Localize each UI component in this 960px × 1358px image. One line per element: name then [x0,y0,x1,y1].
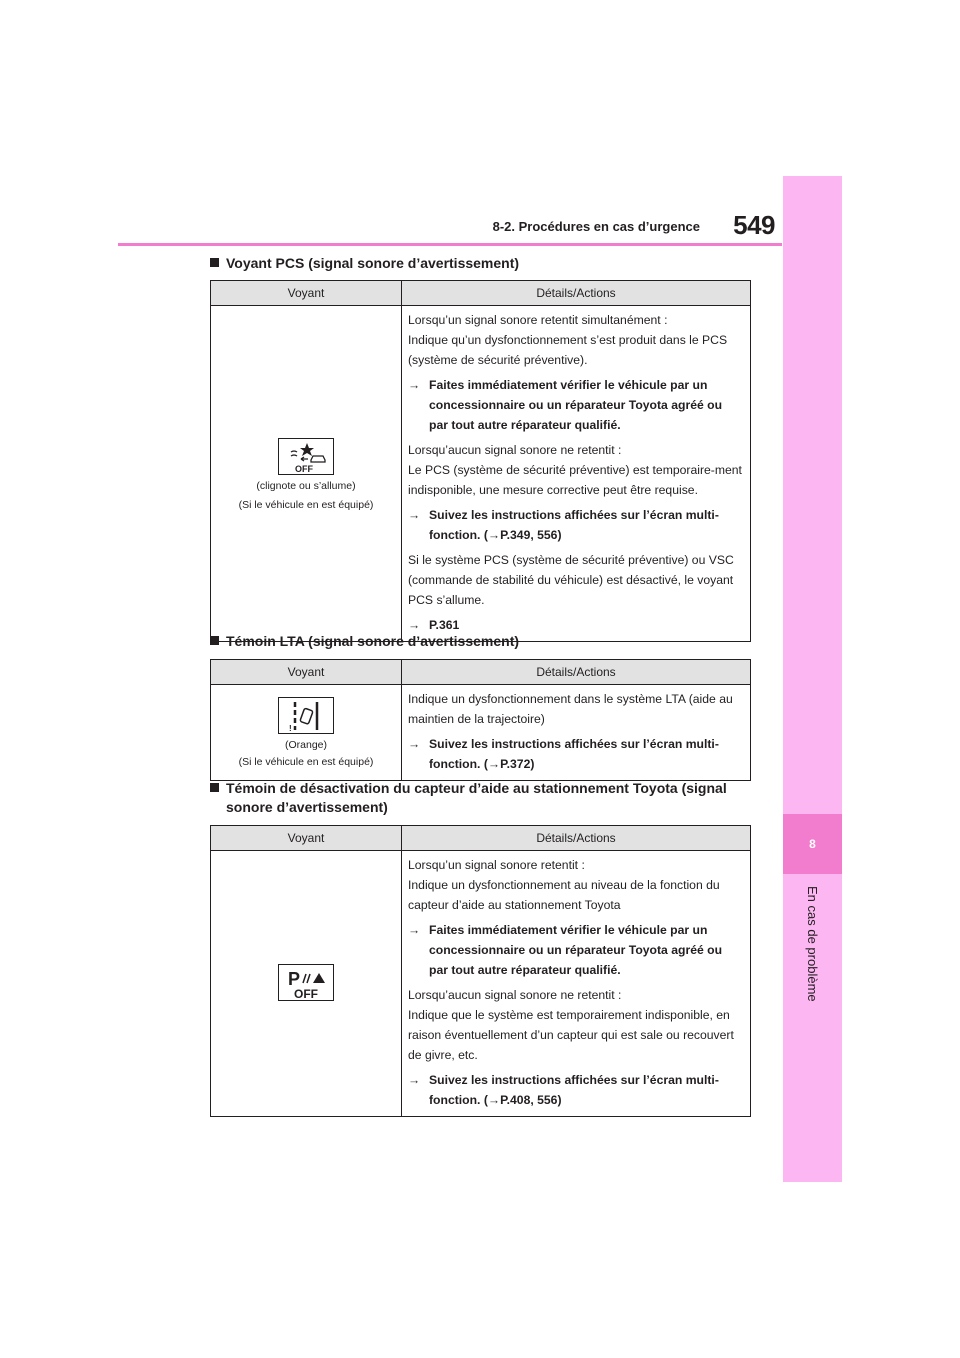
svg-text:OFF: OFF [295,463,313,474]
square-bullet-icon [210,783,219,792]
section-heading-lta: Témoin LTA (signal sonore d’avertissement) [210,632,755,651]
svg-text:OFF: OFF [294,986,318,1000]
arrow-icon: → [408,737,421,751]
column-header-voyant: Voyant [211,281,402,306]
square-bullet-icon [210,258,219,267]
lta-warning-icon [278,697,334,734]
detail-text: Le PCS (système de sécurité préventive) est temporaire-ment indisponible, une mesure corrective peut être requise. [408,463,742,497]
chapter-number-tab[interactable]: 8 [783,814,842,874]
detail-text: Indique un dysfonctionnement dans le système LTA (aide au maintien de la trajectoire) [408,692,733,726]
detail-text: Lorsqu’un signal sonore retentit simultanément : [408,313,668,327]
column-header-details: Détails/Actions [402,826,751,851]
column-header-voyant: Voyant [211,660,402,685]
lta-warning-table [210,659,751,781]
arrow-icon: → [408,923,421,937]
arrow-icon: → [408,1073,421,1087]
icon-cell [211,851,402,1117]
action-item: → Faites immédiatement vérifier le véhicule par un concessionnaire ou un réparateur Toyota agréé ou par tout autre réparateur qualifié. [408,375,744,435]
detail-text: Indique qu’un dysfonctionnement s’est produit dans le PCS (système de sécurité préventive). [408,333,728,367]
detail-text: Lorsqu’aucun signal sonore ne retentit : [408,443,622,457]
action-item: → Suivez les instructions affichées sur l’écran multi-fonction. (→P.372) [408,734,744,774]
icon-caption: (Si le véhicule en est équipé) [238,755,374,768]
chapter-side-tab [783,176,842,1182]
pcs-off-warning-icon [278,438,334,475]
detail-text: Indique que le système est temporairement indisponible, en raison éventuellement d’un capteur qui est sale ou recouvert de givre, etc. [408,1008,734,1062]
page-number: 549 [733,210,775,240]
pcs-warning-table [210,280,751,642]
icon-cell [211,685,402,781]
header-divider [118,243,782,246]
details-cell [402,306,751,642]
section-heading-pcs: Voyant PCS (signal sonore d’avertissement) [210,254,755,273]
details-cell [402,851,751,1117]
column-header-details: Détails/Actions [402,281,751,306]
icon-cell [211,306,402,642]
chapter-label: En cas de problème [805,886,820,1002]
detail-text: Indique un dysfonctionnement au niveau de la fonction du capteur d’aide au stationnement Toyota [408,878,720,912]
detail-text: Si le système PCS (système de sécurité préventive) ou VSC (commande de stabilité du véhicule) est désactivé, le voyant PCS s’allume. [408,553,734,607]
svg-text:!: ! [289,723,292,733]
square-bullet-icon [210,636,219,645]
action-item: → Faites immédiatement vérifier le véhicule par un concessionnaire ou un réparateur Toyota agréé ou par tout autre réparateur qualifié. [408,920,744,980]
action-item: → P.361 [408,615,744,635]
icon-caption: (clignote ou s’allume) [256,479,356,492]
details-cell [402,685,751,781]
icon-caption: (Orange) [284,738,327,751]
column-header-voyant: Voyant [211,826,402,851]
parking-sensor-off-icon [278,964,334,1001]
detail-text: Lorsqu’un signal sonore retentit : [408,858,585,872]
icon-caption: (Si le véhicule en est équipé) [238,498,374,511]
column-header-details: Détails/Actions [402,660,751,685]
running-header-section: 8-2. Procédures en cas d’urgence [492,219,700,234]
section-heading-parking-sensor: Témoin de désactivation du capteur d’aide au stationnement Toyota (signal sonore d’avertissement) [210,779,766,817]
detail-text: Lorsqu’aucun signal sonore ne retentit : [408,988,622,1002]
svg-text:P: P [288,968,301,989]
arrow-icon: → [408,618,421,632]
arrow-icon: → [408,508,421,522]
action-item: → Suivez les instructions affichées sur l’écran multi-fonction. (→P.408, 556) [408,1070,744,1110]
action-item: → Suivez les instructions affichées sur l’écran multi-fonction. (→P.349, 556) [408,505,744,545]
arrow-icon: → [408,378,421,392]
parking-sensor-warning-table [210,825,751,1117]
